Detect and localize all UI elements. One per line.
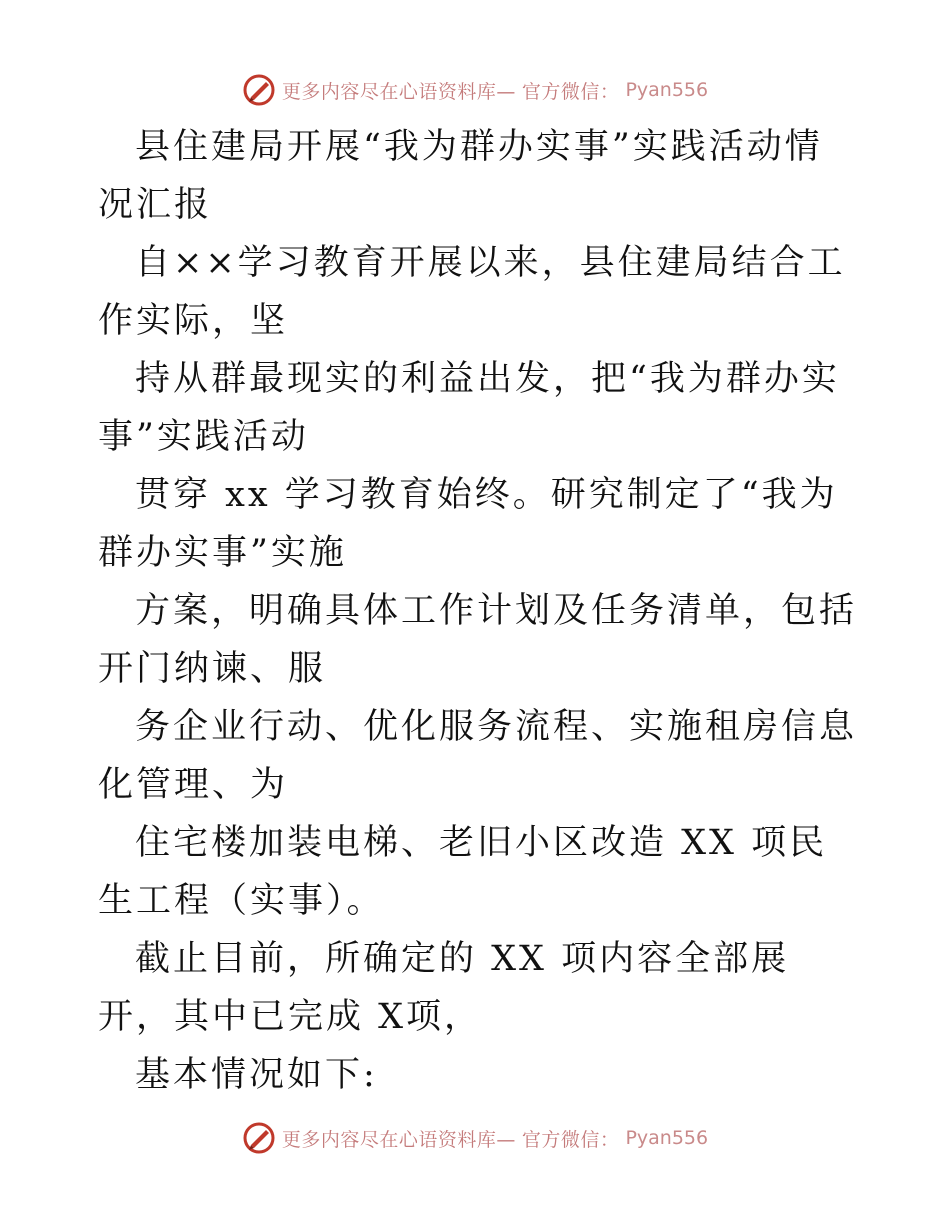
- watermark-text: 更多内容尽在心语资料库—: [281, 1128, 516, 1151]
- paragraph: 住宅楼加装电梯、老旧小区改造 XX 项民生工程（实事）。: [98, 823, 828, 921]
- paragraph: 方案，明确具体工作计划及任务清单，包括开门纳谏、服: [98, 591, 858, 689]
- footer-watermark: [0, 1118, 950, 1158]
- watermark-sub: 官方微信：: [521, 80, 620, 103]
- document-body: [98, 118, 858, 1104]
- pen-logo-icon: [242, 1121, 276, 1155]
- paragraph: 截止目前，所确定的 XX 项内容全部展开，其中已完成 X项，: [98, 939, 790, 1037]
- paragraph: 贯穿 xx 学习教育始终。研究制定了“我为群办实事”实施: [98, 475, 838, 573]
- header-watermark: [0, 70, 950, 110]
- document-title: 县住建局开展“我为群办实事”实践活动情况汇报: [98, 127, 823, 225]
- paragraph: 基本情况如下:: [135, 1055, 378, 1095]
- watermark-text: 更多内容尽在心语资料库—: [281, 80, 516, 103]
- paragraph: 务企业行动、优化服务流程、实施租房信息化管理、为: [98, 707, 858, 805]
- watermark-wechat-id: Pyan556: [625, 1127, 709, 1149]
- paragraph: 自××学习教育开展以来，县住建局结合工作实际，坚: [98, 243, 846, 341]
- pen-logo-icon: [242, 73, 276, 107]
- watermark-sub: 官方微信：: [521, 1128, 620, 1151]
- paragraph: 持从群最现实的利益出发，把“我为群办实 事”实践活动: [98, 359, 840, 457]
- watermark-wechat-id: Pyan556: [625, 79, 709, 101]
